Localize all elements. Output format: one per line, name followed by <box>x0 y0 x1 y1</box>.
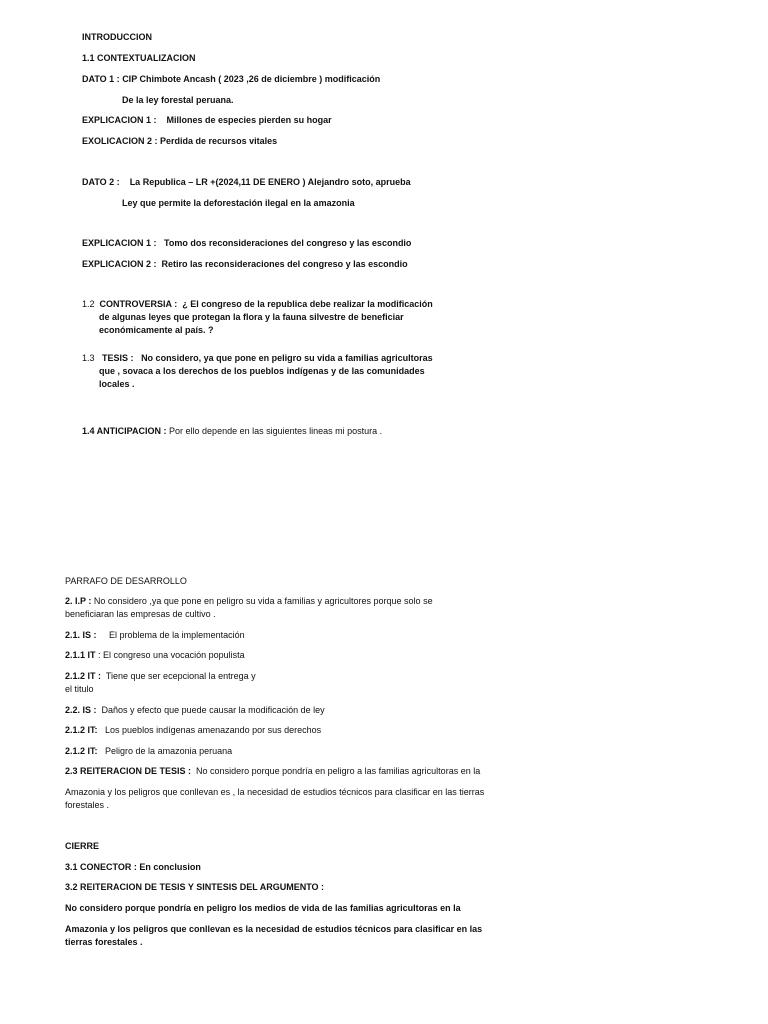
cierre-paragraph-1: No considero porque pondría en peligro los medios de vida de las familias agricultoras en la <box>65 903 461 913</box>
dato1-continuation: De la ley forestal peruana. <box>122 95 234 105</box>
dato2-line <box>82 177 411 188</box>
anticipacion-text: Por ello depende en las siguientes lineas mi postura . <box>169 426 383 436</box>
it-2-1-2-text-2: el titulo <box>65 684 94 694</box>
cierre-paragraph-3: tierras forestales . <box>65 937 143 947</box>
controversia-text-3: económicamente al país. ? <box>99 325 214 335</box>
tesis-text-1: No considero, ya que pone en peligro su vida a familias agricultoras <box>141 353 433 363</box>
dato2-explicacion1-label: EXPLICACION 1 : <box>82 238 157 248</box>
it-2-2-1-line <box>65 725 321 736</box>
dato2-text: La Republica – LR +(2024,11 DE ENERO ) Alejandro soto, aprueba <box>129 177 411 187</box>
cierre-reiteracion-heading: 3.2 REITERACION DE TESIS Y SINTESIS DEL ARGUMENTO : <box>65 882 325 892</box>
it-2-1-1-line <box>65 650 245 661</box>
it-2-2-2-text: Peligro de la amazonia peruana <box>105 746 233 756</box>
it-2-2-1-text: Los pueblos indígenas amenazando por sus derechos <box>105 725 322 735</box>
tesis-text-2: que , sovaca a los derechos de los pueblos indígenas y de las comunidades <box>99 366 425 376</box>
dato2-label: DATO 2 : <box>82 177 120 187</box>
anticipacion-line <box>82 426 382 437</box>
reiteracion-tesis-text-2: Amazonia y los peligros que conllevan es , la necesidad de estudios técnicos para clasificar en las tierras <box>65 787 485 797</box>
dato2-explicacion2-line <box>82 259 408 270</box>
is-2-1-text: El problema de la implementación <box>109 630 245 640</box>
is-2-2-line <box>65 705 325 716</box>
it-2-2-2-line <box>65 746 232 757</box>
explicacion2-text: Perdida de recursos vitales <box>160 136 278 146</box>
it-2-1-2-label: 2.1.2 IT : <box>65 671 102 681</box>
tesis-text-3: locales . <box>99 379 135 389</box>
it-2-1-2-text-1: Tiene que ser ecepcional la entrega y <box>105 671 256 681</box>
tesis-label: TESIS : <box>102 353 134 363</box>
controversia-line-1 <box>82 299 433 310</box>
dato1-text: CIP Chimbote Ancash ( 2023 ,26 de diciembre ) modificación <box>122 74 381 84</box>
explicacion1-text: Millones de especies pierden su hogar <box>166 115 332 125</box>
controversia-text-2: de algunas leyes que protegan la flora y la fauna silvestre de beneficiar <box>99 312 404 322</box>
section-1-1-label: 1.1 CONTEXTUALIZACION <box>82 53 196 63</box>
desarrollo-heading: PARRAFO DE DESARROLLO <box>65 576 187 586</box>
controversia-text-1: ¿ El congreso de la republica debe realizar la modificación <box>182 299 433 309</box>
it-2-1-2-line <box>65 671 256 682</box>
explicacion2-label: EXOLICACION 2 : <box>82 136 158 146</box>
intro-heading: INTRODUCCION <box>82 32 152 42</box>
cierre-conector: 3.1 CONECTOR : En conclusion <box>65 862 201 872</box>
ip-text-1: No considero ,ya que pone en peligro su vida a familias y agricultores porque solo se <box>93 596 433 606</box>
cierre-paragraph-2: Amazonia y los peligros que conllevan es la necesidad de estudios técnicos para clasificar en las <box>65 924 483 934</box>
is-2-1-label: 2.1. IS : <box>65 630 97 640</box>
dato2-explicacion2-text: Retiro las reconsideraciones del congreso y las escondio <box>161 259 408 269</box>
it-2-2-1-label: 2.1.2 IT: <box>65 725 98 735</box>
explicacion1-line <box>82 115 332 126</box>
dato2-explicacion1-text: Tomo dos reconsideraciones del congreso y las escondio <box>164 238 412 248</box>
explicacion1-label: EXPLICACION 1 : <box>82 115 157 125</box>
is-2-2-text: Daños y efecto que puede causar la modificación de ley <box>101 705 325 715</box>
dato2-explicacion2-label: EXPLICACION 2 : <box>82 259 157 269</box>
tesis-line-1 <box>82 353 433 364</box>
reiteracion-tesis-label: 2.3 REITERACION DE TESIS : <box>65 766 192 776</box>
reiteracion-tesis-line-1 <box>65 766 480 777</box>
is-2-1-line <box>65 630 245 641</box>
ip-label: 2. I.P : <box>65 596 92 606</box>
controversia-label: CONTROVERSIA : <box>99 299 178 309</box>
ip-line-1 <box>65 596 433 607</box>
dato2-explicacion1-line <box>82 238 411 249</box>
dato1-label: DATO 1 : <box>82 74 120 84</box>
ip-text-2: beneficiaran las empresas de cultivo . <box>65 609 216 619</box>
is-2-2-label: 2.2. IS : <box>65 705 97 715</box>
cierre-heading: CIERRE <box>65 841 100 851</box>
it-2-2-2-label: 2.1.2 IT: <box>65 746 98 756</box>
reiteracion-tesis-text-3: forestales . <box>65 800 110 810</box>
it-2-1-1-label: 2.1.1 IT <box>65 650 96 660</box>
explicacion2-line <box>82 136 277 147</box>
controversia-number: 1.2 <box>82 299 95 309</box>
dato1-line <box>82 74 380 85</box>
anticipacion-label: 1.4 ANTICIPACION : <box>82 426 167 436</box>
reiteracion-tesis-text-1: No considero porque pondría en peligro a las familias agricultoras en la <box>196 766 481 776</box>
dato2-continuation: Ley que permite la deforestación ilegal en la amazonia <box>122 198 355 208</box>
tesis-number: 1.3 <box>82 353 95 363</box>
it-2-1-1-text: : El congreso una vocación populista <box>98 650 245 660</box>
